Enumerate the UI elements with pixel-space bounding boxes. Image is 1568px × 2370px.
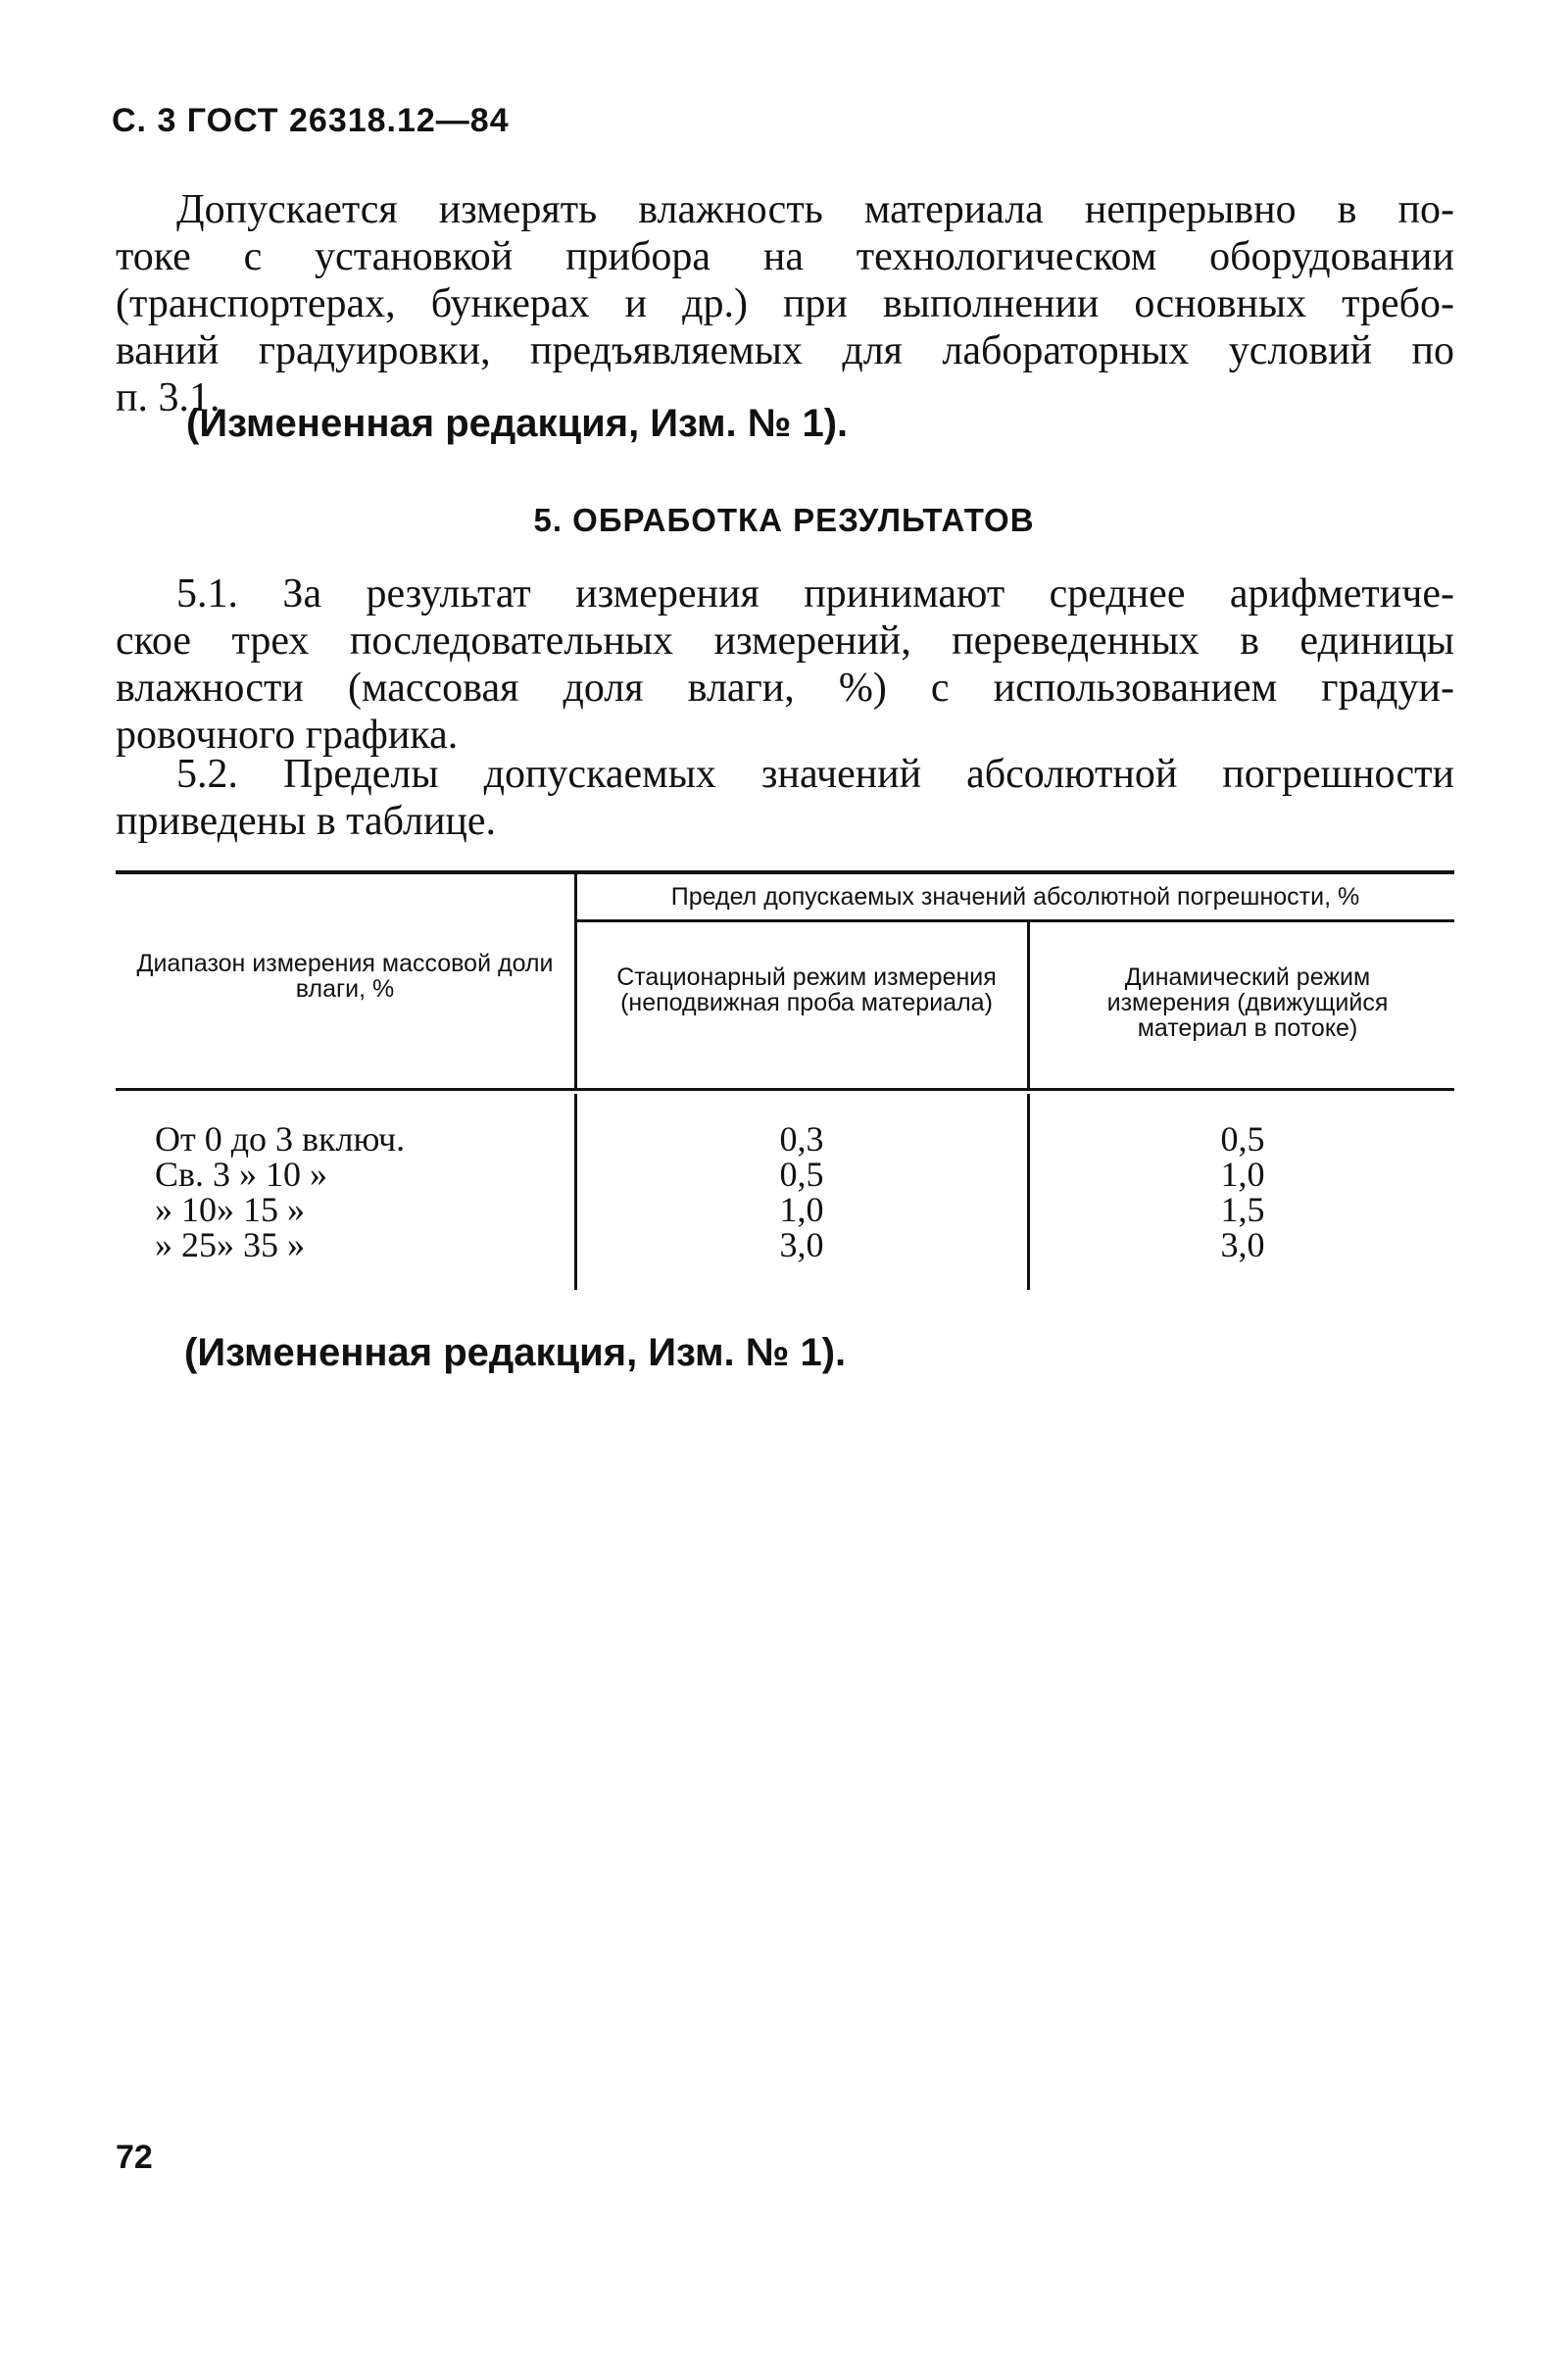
col-header-dynamic: Динамический режим измерения (движущийся материал в потоке)	[1106, 963, 1389, 1042]
text-line: Допускается измерять влажность материала непрерывно в по-	[176, 187, 1454, 232]
page-number: 72	[116, 2139, 153, 2176]
table-cell-range: » 25» 35 »	[155, 1225, 305, 1264]
table-cell-static: 0,5	[779, 1155, 824, 1194]
text-line: приведены в таблице.	[116, 799, 497, 844]
text-line: ваний градуировки, предъявляемых для лабораторных условий по	[116, 328, 1454, 373]
table-header-rule	[116, 1088, 1454, 1091]
table-cell-dynamic: 0,5	[1220, 1119, 1265, 1159]
group-header: Предел допускаемых значений абсолютной погрешности, %	[670, 883, 1360, 911]
amendment-note: (Измененная редакция, Изм. № 1).	[186, 402, 849, 445]
paragraph-5-1	[116, 570, 1454, 759]
col-header-range: Диапазон измерения массовой доли влаги, %	[136, 950, 554, 1003]
text-line: п. 3.1.	[116, 375, 220, 420]
text-line: 5.1. За результат измерения принимают среднее арифметиче-	[176, 571, 1454, 617]
intro-paragraph	[116, 186, 1454, 421]
table-divider	[574, 1094, 577, 1290]
table-cell-static: 3,0	[779, 1225, 824, 1264]
text-line: ское трех последовательных измерений, переведенных в единицы	[116, 618, 1454, 664]
text-line: 5.2. Пределы допускаемых значений абсолютной погрешности	[176, 752, 1454, 797]
table-cell-dynamic: 1,0	[1220, 1155, 1265, 1194]
table-cell-range: » 10» 15 »	[155, 1190, 305, 1229]
page-header: С. 3 ГОСТ 26318.12—84	[112, 102, 510, 139]
table-cell-range: Св. 3 » 10 »	[155, 1155, 328, 1194]
table-cell-static: 0,3	[779, 1119, 824, 1159]
closing-amendment-note: (Измененная редакция, Изм. № 1).	[184, 1331, 847, 1374]
error-limits-table	[116, 870, 1454, 1302]
table-cell-dynamic: 3,0	[1220, 1225, 1265, 1264]
table-cell-static: 1,0	[779, 1190, 824, 1229]
table-subheader-rule	[576, 919, 1454, 922]
col-header-static: Стационарный режим измерения (неподвижная проба материала)	[616, 963, 997, 1016]
text-line: токе с установкой прибора на технологическом оборудовании	[116, 234, 1454, 279]
table-cell-range: От 0 до 3 включ.	[155, 1119, 406, 1159]
section-title: 5. ОБРАБОТКА РЕЗУЛЬТАТОВ	[533, 502, 1035, 538]
text-line: влажности (массовая доля влаги, %) с использованием градуи-	[116, 666, 1454, 711]
table-divider	[1027, 1094, 1030, 1290]
table-top-rule	[116, 870, 1454, 874]
table-cell-dynamic: 1,5	[1220, 1190, 1265, 1229]
text-line: ровочного графика.	[116, 713, 459, 758]
paragraph-5-2	[116, 751, 1454, 845]
table-divider	[1027, 919, 1030, 1088]
text-line: (транспортерах, бункерах и др.) при выполнении основных требо-	[116, 281, 1454, 326]
